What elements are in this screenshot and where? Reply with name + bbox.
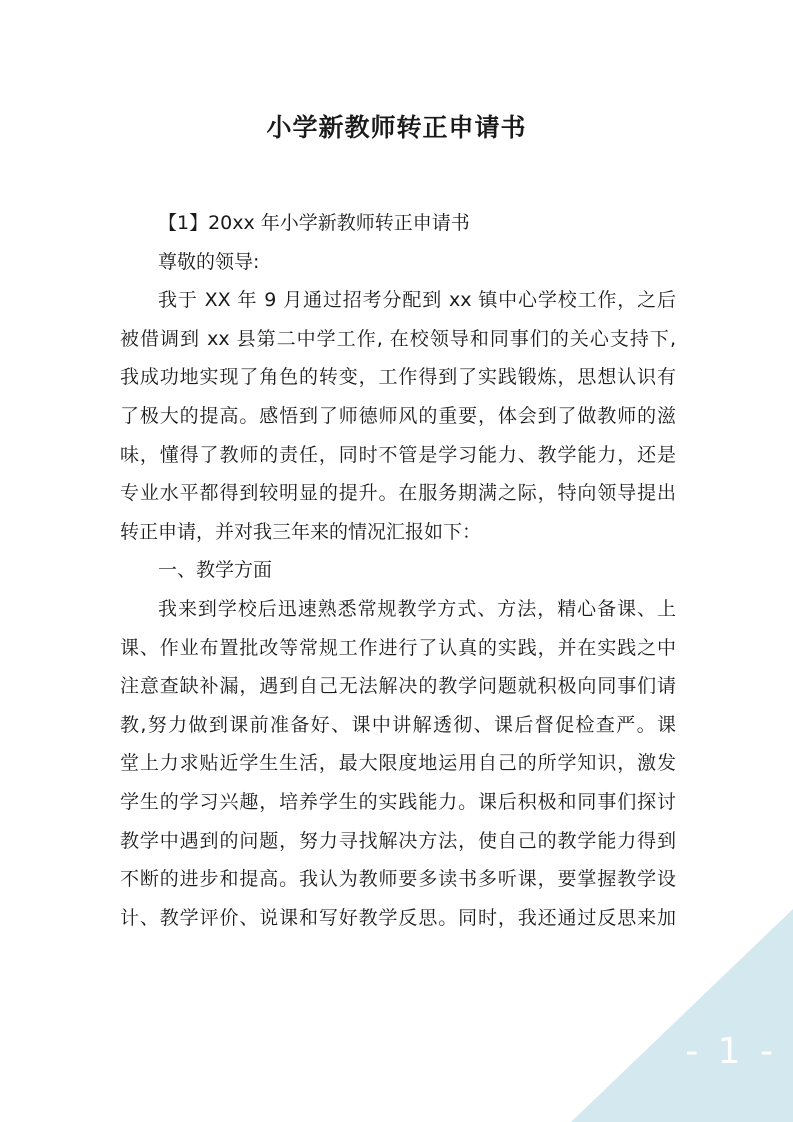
- text-line: 不断的进步和提高。我认为教师要多读书多听课，要掌握教学设: [120, 868, 676, 891]
- text-line: 计、教学评价、说课和写好教学反思。同时，我还通过反思来加: [120, 906, 676, 929]
- text-line: 转正申请，并对我三年来的情况汇报如下：: [120, 520, 482, 543]
- text-line: 味，懂得了教师的责任，同时不管是学习能力、教学能力，还是: [120, 443, 676, 466]
- text-line: 注意查缺补漏，遇到自己无法解决的教学问题就积极向同事们请: [120, 675, 676, 698]
- text-line: 【1】20xx 年小学新教师转正申请书: [158, 212, 470, 234]
- text-line: 我来到学校后迅速熟悉常规教学方式、方法，精心备课、上: [158, 597, 676, 620]
- body-text: [120, 204, 676, 937]
- text-line: 我成功地实现了角色的转变，工作得到了实践锻炼，思想认识有: [120, 366, 676, 389]
- text-line: 课、作业布置批改等常规工作进行了认真的实践，并在实践之中: [120, 636, 676, 659]
- text-line: 尊敬的领导:: [158, 250, 260, 273]
- text-line: 我于 XX 年 9 月通过招考分配到 xx 镇中心学校工作，之后: [158, 289, 676, 312]
- corner-triangle-decoration: [571, 909, 793, 1122]
- text-line: 专业水平都得到较明显的提升。在服务期满之际，特向领导提出: [120, 482, 676, 505]
- text-line: 教,努力做到课前准备好、课中讲解透彻、课后督促检查严。课: [120, 713, 676, 736]
- text-line: 被借调到 xx 县第二中学工作, 在校领导和同事们的关心支持下,: [120, 327, 676, 350]
- text-line: 学生的学习兴趣，培养学生的实践能力。课后积极和同事们探讨: [120, 790, 676, 813]
- text-line: 了极大的提高。感悟到了师德师风的重要，体会到了做教师的滋: [120, 404, 676, 427]
- page-title: 小学新教师转正申请书: [266, 113, 527, 142]
- text-line: 教学中遇到的问题，努力寻找解决方法，使自己的教学能力得到: [120, 829, 676, 852]
- page-number: - 1 -: [685, 1031, 777, 1072]
- text-line: 一、教学方面: [158, 559, 273, 582]
- text-line: 堂上力求贴近学生生活，最大限度地运用自己的所学知识，激发: [120, 752, 676, 775]
